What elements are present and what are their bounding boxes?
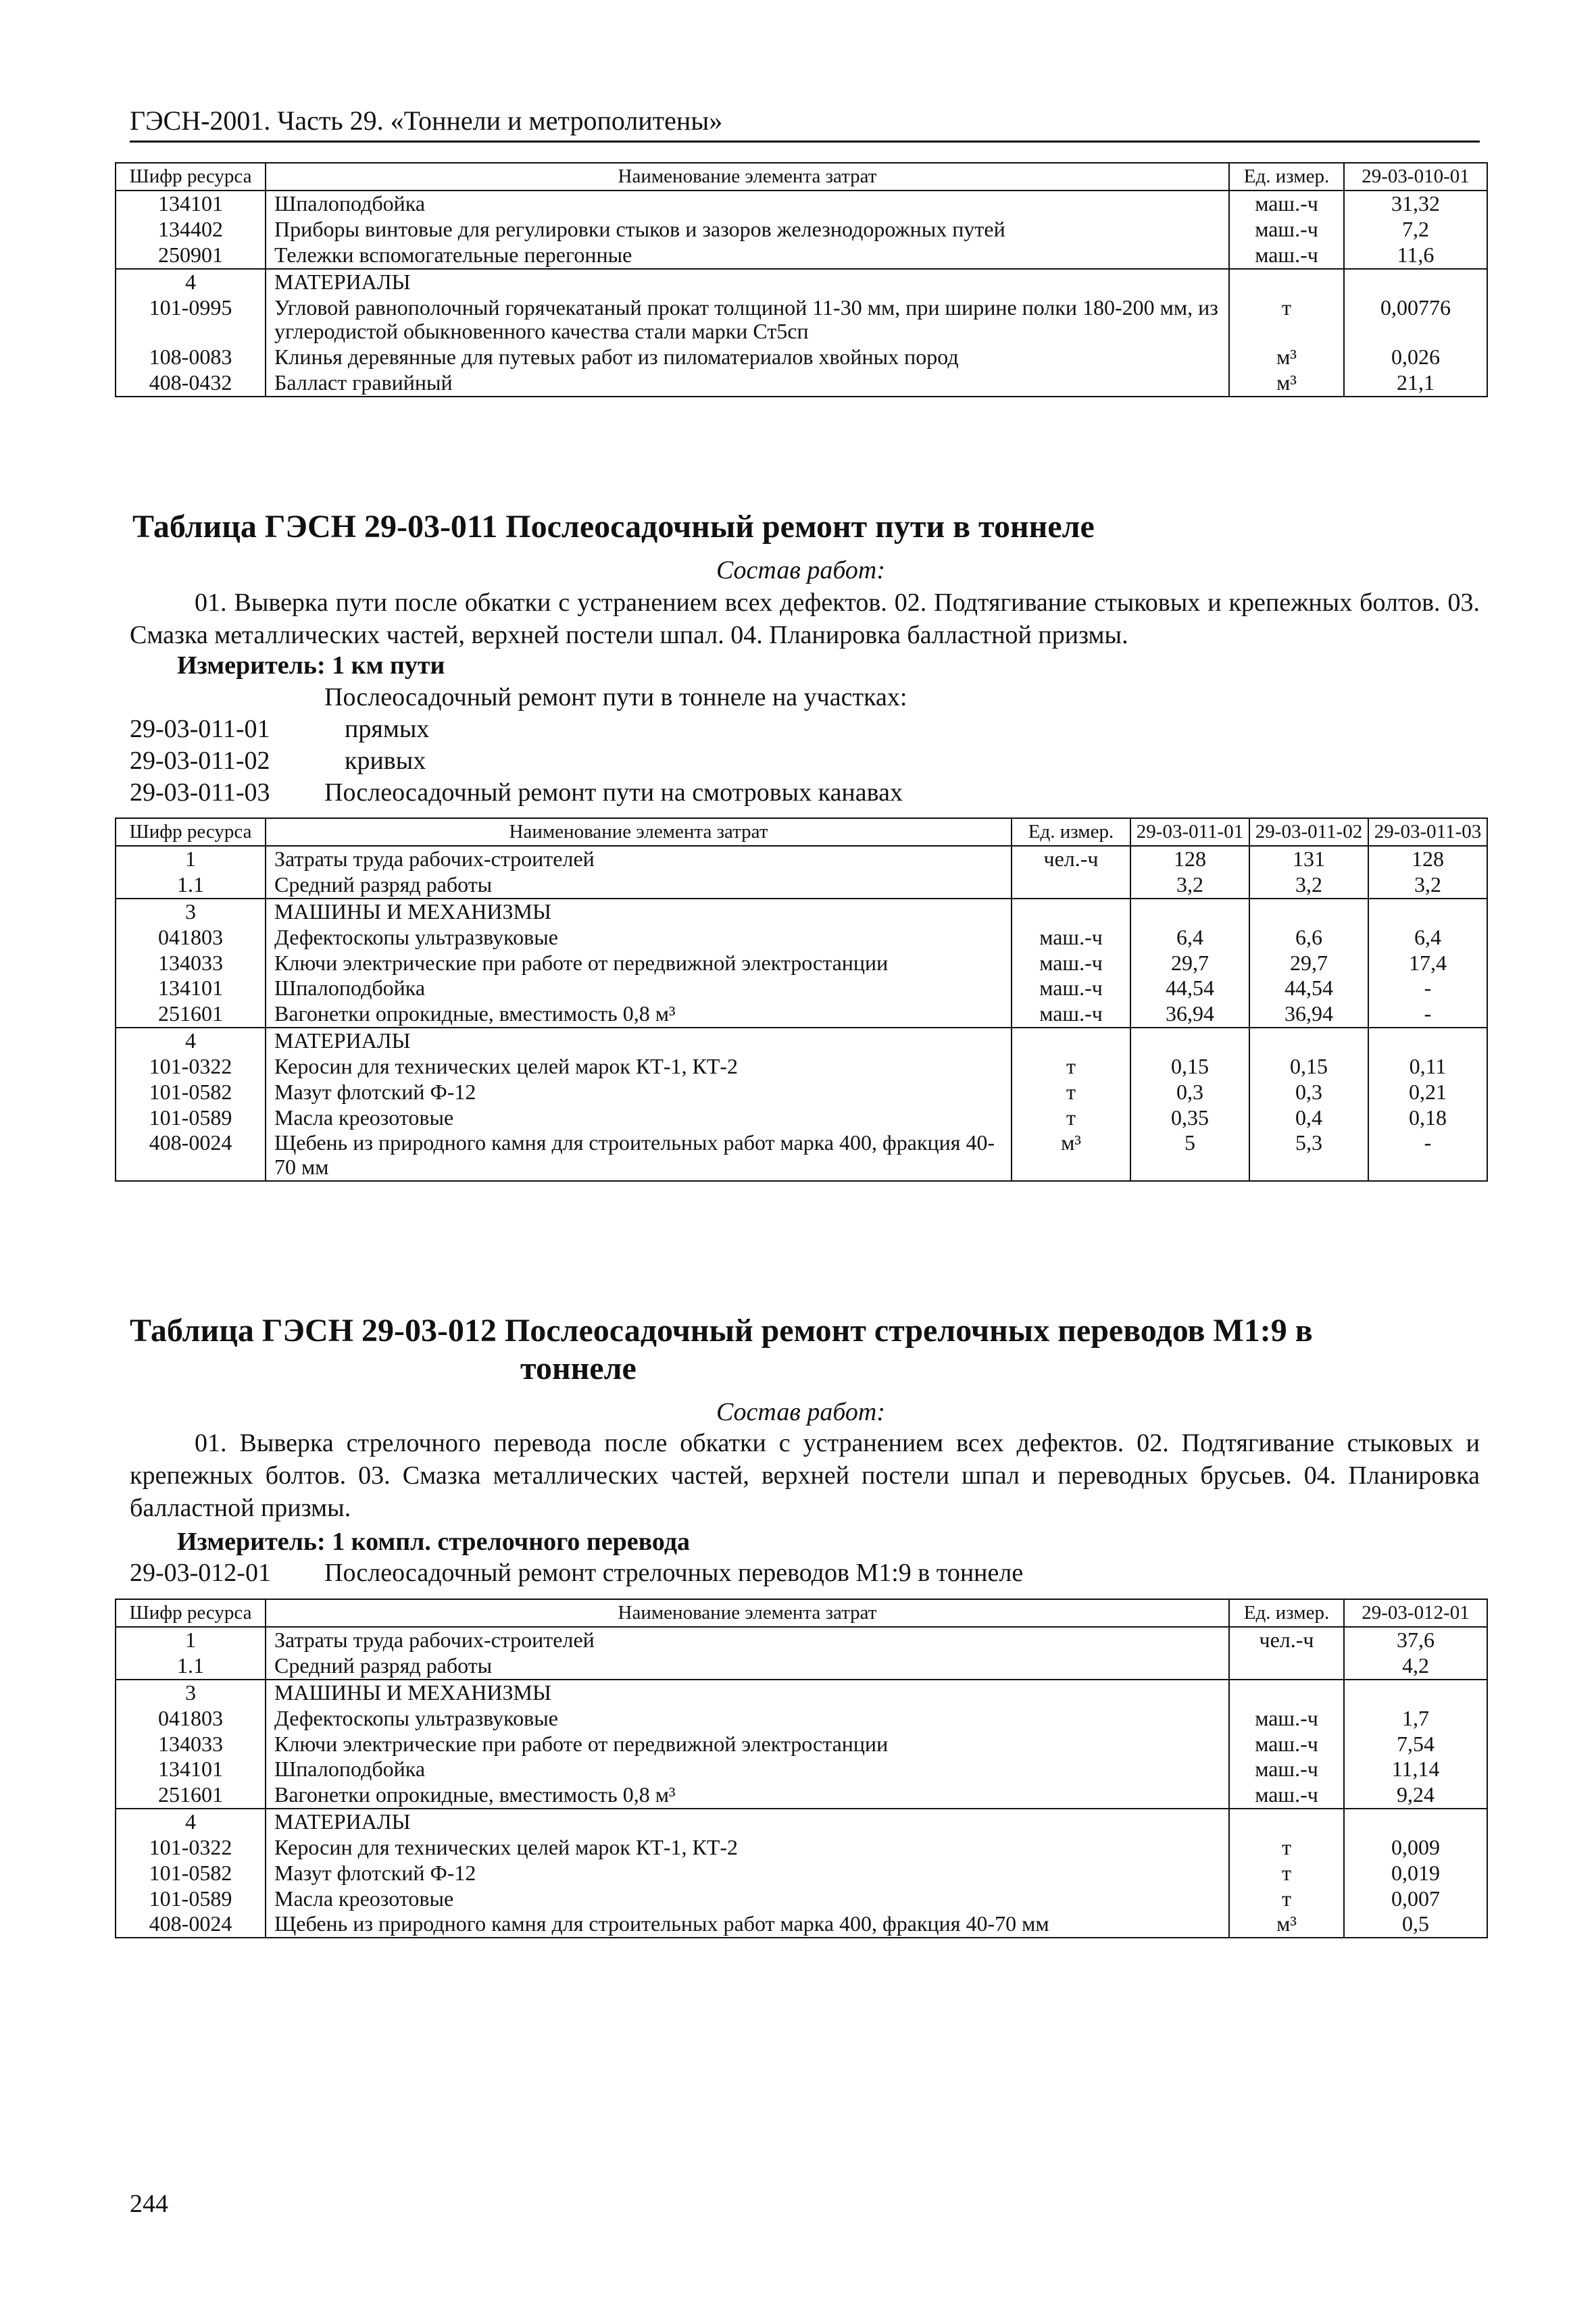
row-code: 3: [116, 1680, 266, 1706]
row-name: Керосин для технических целей марок КТ-1, КТ-2: [266, 1054, 1012, 1080]
row-unit: т: [1012, 1080, 1130, 1105]
row-code: 251601: [116, 1001, 266, 1028]
table-section-row: [116, 1809, 1487, 1835]
item-text: Послеосадочный ремонт пути на смотровых канавах: [324, 778, 903, 807]
row-code: 408-0024: [116, 1911, 266, 1938]
row-code: 408-0024: [116, 1130, 266, 1181]
header-unit: Ед. измер.: [1229, 163, 1344, 191]
works-label: Состав работ:: [716, 556, 886, 584]
row-name: Балласт гравийный: [266, 370, 1229, 397]
row-value-1: 0,009: [1344, 1835, 1487, 1861]
row-code: 101-0589: [116, 1886, 266, 1912]
row-value-3: 17,4: [1368, 951, 1487, 976]
row-unit: маш.-ч: [1012, 925, 1130, 951]
row-code: 250901: [116, 243, 266, 269]
row-code: 134101: [116, 1757, 266, 1782]
row-value-3: -: [1368, 1130, 1487, 1181]
row-code: 134101: [116, 191, 266, 217]
row-unit: [1229, 1680, 1344, 1706]
item-text: кривых: [345, 747, 426, 775]
row-unit: м³: [1012, 1130, 1130, 1181]
row-value-2: 0,4: [1249, 1105, 1368, 1131]
row-name: Приборы винтовые для регулировки стыков и зазоров железнодорожных путей: [266, 217, 1229, 243]
row-value-3: [1368, 1028, 1487, 1054]
works-description: 01. Выверка пути после обкатки с устранением всех дефектов. 02. Подтягивание стыковых и крепежных болтов. 03. Смазка металлических частей, верхней постели шпал. 04. Планировка балластной призмы.: [130, 588, 1480, 649]
table-row: [116, 846, 1487, 872]
row-name: Шпалоподбойка: [266, 191, 1229, 217]
row-code: 408-0432: [116, 370, 266, 397]
row-code: 1.1: [116, 1653, 266, 1680]
row-name: Угловой равнополочный горячекатаный прокат толщиной 11-30 мм, при ширине полки 180-200 мм, из углеродистой обыкновенного качества стали марки Ст5сп: [266, 295, 1229, 345]
row-value-1: 0,00776: [1344, 295, 1487, 345]
row-value-2: 0,15: [1249, 1054, 1368, 1080]
row-value-2: 29,7: [1249, 951, 1368, 976]
table-row: [116, 1653, 1487, 1680]
row-unit: чел.-ч: [1012, 846, 1130, 872]
row-name: Дефектоскопы ультразвуковые: [266, 1706, 1229, 1732]
row-value-1: 0,007: [1344, 1886, 1487, 1912]
table-section-row: [116, 269, 1487, 295]
row-name: Керосин для технических целей марок КТ-1, КТ-2: [266, 1835, 1229, 1861]
row-name: Ключи электрические при работе от передвижной электростанции: [266, 951, 1012, 976]
table-row: [116, 951, 1487, 976]
row-value-1: 0,5: [1344, 1911, 1487, 1938]
row-name: Масла креозотовые: [266, 1105, 1012, 1131]
table-row: [116, 191, 1487, 217]
row-unit: маш.-ч: [1012, 976, 1130, 1001]
item-code: 29-03-011-03: [130, 778, 270, 807]
header-col-1: 29-03-010-01: [1344, 163, 1487, 191]
cost-table-29-03-012: [115, 1599, 1488, 1938]
table-title-29-03-012: Таблица ГЭСН 29-03-012 Послеосадочный ремонт стрелочных переводов М1:9 в: [130, 1313, 1313, 1349]
item-code: 29-03-012-01: [130, 1559, 271, 1587]
row-code: 108-0083: [116, 345, 266, 370]
table-row: [116, 925, 1487, 951]
row-unit: м³: [1229, 345, 1344, 370]
row-value-1: 21,1: [1344, 370, 1487, 397]
row-value-1: [1130, 899, 1249, 925]
section-heading: МАТЕРИАЛЫ: [266, 1809, 1229, 1835]
row-unit: т: [1229, 1835, 1344, 1861]
row-value-1: 36,94: [1130, 1001, 1249, 1028]
list-item: [130, 714, 429, 744]
row-value-2: 3,2: [1249, 872, 1368, 899]
table-row: [116, 1757, 1487, 1782]
table-header-row: [116, 818, 1487, 846]
table-row: [116, 1105, 1487, 1131]
row-unit: маш.-ч: [1229, 1732, 1344, 1757]
table-section-row: [116, 1028, 1487, 1054]
row-value-1: 1,7: [1344, 1706, 1487, 1732]
table-section-row: [116, 1680, 1487, 1706]
cost-table-29-03-010: [115, 162, 1488, 397]
table-row: [116, 1054, 1487, 1080]
row-name: Шпалоподбойка: [266, 1757, 1229, 1782]
table-row: [116, 1861, 1487, 1886]
row-value-3: 3,2: [1368, 872, 1487, 899]
row-unit: [1229, 269, 1344, 295]
header-name: Наименование элемента затрат: [266, 163, 1229, 191]
row-unit: маш.-ч: [1229, 1757, 1344, 1782]
table-header-row: [116, 163, 1487, 191]
row-code: 1: [116, 846, 266, 872]
row-value-1: 37,6: [1344, 1627, 1487, 1653]
table-section-row: [116, 899, 1487, 925]
works-description: 01. Выверка стрелочного перевода после обкатки с устранением всех дефектов. 02. Подтягивание стыковых и крепежных болтов. 03. Смазка металлических частей, верхней постели шпал и переводных брусьев. 04. Планировка балластной призмы.: [130, 1429, 1480, 1522]
item-code: 29-03-011-01: [130, 715, 270, 743]
table-row: [116, 1835, 1487, 1861]
row-value-1: 11,6: [1344, 243, 1487, 269]
row-code: 4: [116, 1028, 266, 1054]
row-name: Клинья деревянные для путевых работ из пиломатериалов хвойных пород: [266, 345, 1229, 370]
row-code: 134033: [116, 1732, 266, 1757]
row-name: Затраты труда рабочих-строителей: [266, 846, 1012, 872]
item-text: прямых: [345, 715, 430, 743]
table-row: [116, 1627, 1487, 1653]
header-unit: Ед. измер.: [1229, 1599, 1344, 1627]
row-name: Шпалоподбойка: [266, 976, 1012, 1001]
row-value-1: 4,2: [1344, 1653, 1487, 1680]
row-value-2: 131: [1249, 846, 1368, 872]
row-code: 101-0589: [116, 1105, 266, 1131]
row-name: Ключи электрические при работе от передвижной электростанции: [266, 1732, 1229, 1757]
table-header-row: [116, 1599, 1487, 1627]
row-code: 3: [116, 899, 266, 925]
item-text: Послеосадочный ремонт стрелочных переводов М1:9 в тоннеле: [324, 1559, 1024, 1587]
row-value-1: [1130, 1028, 1249, 1054]
row-code: 4: [116, 1809, 266, 1835]
row-value-2: 0,3: [1249, 1080, 1368, 1105]
subheading: Послеосадочный ремонт пути в тоннеле на участках:: [324, 683, 907, 711]
row-unit: [1012, 872, 1130, 899]
list-item: [130, 1558, 1023, 1588]
header-col-2: 29-03-011-02: [1249, 818, 1368, 846]
row-unit: [1012, 1028, 1130, 1054]
row-code: 101-0322: [116, 1054, 266, 1080]
row-value-2: 44,54: [1249, 976, 1368, 1001]
row-value-3: -: [1368, 976, 1487, 1001]
section-heading: МАШИНЫ И МЕХАНИЗМЫ: [266, 899, 1012, 925]
row-unit: маш.-ч: [1229, 217, 1344, 243]
row-name: Средний разряд работы: [266, 872, 1012, 899]
table-row: [116, 370, 1487, 397]
row-value-1: 0,019: [1344, 1861, 1487, 1886]
row-value-1: 6,4: [1130, 925, 1249, 951]
row-code: 251601: [116, 1782, 266, 1809]
row-value-1: 7,2: [1344, 217, 1487, 243]
header-unit: Ед. измер.: [1012, 818, 1130, 846]
row-name: Мазут флотский Ф-12: [266, 1861, 1229, 1886]
meter-unit: Измеритель: 1 км пути: [177, 651, 445, 680]
row-unit: маш.-ч: [1012, 951, 1130, 976]
row-unit: [1229, 1809, 1344, 1835]
row-unit: маш.-ч: [1229, 1706, 1344, 1732]
row-value-1: [1344, 269, 1487, 295]
row-code: 134402: [116, 217, 266, 243]
row-value-1: [1344, 1680, 1487, 1706]
table-title-29-03-012-line-2: тоннеле: [520, 1351, 637, 1386]
row-value-3: [1368, 899, 1487, 925]
row-value-2: [1249, 1028, 1368, 1054]
row-value-1: [1344, 1809, 1487, 1835]
row-value-1: 5: [1130, 1130, 1249, 1181]
row-value-3: 0,11: [1368, 1054, 1487, 1080]
row-name: Дефектоскопы ультразвуковые: [266, 925, 1012, 951]
header-col-1: 29-03-011-01: [1130, 818, 1249, 846]
item-code: 29-03-011-02: [130, 747, 270, 775]
table-row: [116, 345, 1487, 370]
row-value-1: 3,2: [1130, 872, 1249, 899]
row-value-2: [1249, 899, 1368, 925]
row-value-1: 128: [1130, 846, 1249, 872]
row-value-1: 29,7: [1130, 951, 1249, 976]
row-code: 101-0582: [116, 1861, 266, 1886]
list-item: [130, 746, 426, 776]
table-row: [116, 1911, 1487, 1938]
row-name: Мазут флотский Ф-12: [266, 1080, 1012, 1105]
row-code: 4: [116, 269, 266, 295]
row-value-1: 31,32: [1344, 191, 1487, 217]
row-value-1: 0,3: [1130, 1080, 1249, 1105]
table-row: [116, 295, 1487, 345]
section-heading: МАШИНЫ И МЕХАНИЗМЫ: [266, 1680, 1229, 1706]
header-name: Наименование элемента затрат: [266, 1599, 1229, 1627]
row-unit: маш.-ч: [1229, 1782, 1344, 1809]
row-name: Затраты труда рабочих-строителей: [266, 1627, 1229, 1653]
row-name: Щебень из природного камня для строительных работ марка 400, фракция 40-70 мм: [266, 1911, 1229, 1938]
section-heading: МАТЕРИАЛЫ: [266, 1028, 1012, 1054]
row-value-1: 0,35: [1130, 1105, 1249, 1131]
row-value-2: 6,6: [1249, 925, 1368, 951]
row-value-1: 9,24: [1344, 1782, 1487, 1809]
header-col-1: 29-03-012-01: [1344, 1599, 1487, 1627]
row-code: 041803: [116, 925, 266, 951]
row-value-1: 0,15: [1130, 1054, 1249, 1080]
row-unit: т: [1012, 1054, 1130, 1080]
table-row: [116, 976, 1487, 1001]
table-title-29-03-011: Таблица ГЭСН 29-03-011 Послеосадочный ремонт пути в тоннеле: [132, 509, 1095, 545]
row-name: Щебень из природного камня для строительных работ марка 400, фракция 40-70 мм: [266, 1130, 1012, 1181]
row-unit: [1229, 1653, 1344, 1680]
header-code: Шифр ресурса: [116, 163, 266, 191]
cost-table-29-03-011: [115, 818, 1488, 1182]
row-unit: т: [1229, 1886, 1344, 1912]
row-value-3: 0,21: [1368, 1080, 1487, 1105]
header-col-3: 29-03-011-03: [1368, 818, 1487, 846]
header-name: Наименование элемента затрат: [266, 818, 1012, 846]
table-row: [116, 217, 1487, 243]
row-value-1: 11,14: [1344, 1757, 1487, 1782]
works-label: Состав работ:: [716, 1398, 886, 1426]
row-value-3: -: [1368, 1001, 1487, 1028]
row-unit: м³: [1229, 1911, 1344, 1938]
row-unit: маш.-ч: [1229, 191, 1344, 217]
table-row: [116, 1782, 1487, 1809]
list-item: [130, 778, 903, 807]
row-name: Вагонетки опрокидные, вместимость 0,8 м³: [266, 1001, 1012, 1028]
table-row: [116, 1001, 1487, 1028]
row-code: 1: [116, 1627, 266, 1653]
row-unit: т: [1012, 1105, 1130, 1131]
header-code: Шифр ресурса: [116, 1599, 266, 1627]
row-value-3: 128: [1368, 846, 1487, 872]
row-value-3: 0,18: [1368, 1105, 1487, 1131]
table-row: [116, 1080, 1487, 1105]
running-head: ГЭСН-2001. Часть 29. «Тоннели и метрополитены»: [130, 105, 1480, 143]
row-code: 041803: [116, 1706, 266, 1732]
row-code: 134033: [116, 951, 266, 976]
row-code: 101-0322: [116, 1835, 266, 1861]
table-row: [116, 872, 1487, 899]
row-unit: [1012, 899, 1130, 925]
meter-unit: Измеритель: 1 компл. стрелочного перевода: [177, 1528, 691, 1556]
row-value-1: 0,026: [1344, 345, 1487, 370]
header-code: Шифр ресурса: [116, 818, 266, 846]
page-number: 244: [130, 2190, 168, 2218]
row-code: 101-0995: [116, 295, 266, 345]
row-value-2: 5,3: [1249, 1130, 1368, 1181]
row-name: Масла креозотовые: [266, 1886, 1229, 1912]
row-value-2: 36,94: [1249, 1001, 1368, 1028]
table-row: [116, 1130, 1487, 1181]
row-code: 134101: [116, 976, 266, 1001]
table-row: [116, 1706, 1487, 1732]
row-code: 1.1: [116, 872, 266, 899]
row-unit: чел.-ч: [1229, 1627, 1344, 1653]
row-name: Тележки вспомогательные перегонные: [266, 243, 1229, 269]
row-unit: маш.-ч: [1229, 243, 1344, 269]
row-name: Средний разряд работы: [266, 1653, 1229, 1680]
row-value-3: 6,4: [1368, 925, 1487, 951]
section-heading: МАТЕРИАЛЫ: [266, 269, 1229, 295]
row-unit: т: [1229, 295, 1344, 345]
table-row: [116, 1886, 1487, 1912]
row-unit: м³: [1229, 370, 1344, 397]
row-unit: маш.-ч: [1012, 1001, 1130, 1028]
row-name: Вагонетки опрокидные, вместимость 0,8 м³: [266, 1782, 1229, 1809]
row-code: 101-0582: [116, 1080, 266, 1105]
row-value-1: 44,54: [1130, 976, 1249, 1001]
row-unit: т: [1229, 1861, 1344, 1886]
table-row: [116, 243, 1487, 269]
row-value-1: 7,54: [1344, 1732, 1487, 1757]
table-row: [116, 1732, 1487, 1757]
